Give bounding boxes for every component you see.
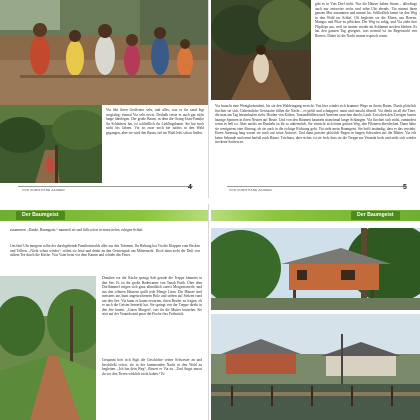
text-paragraph: Gespannt hört sich Sigit die Geschichte seiner Schwester an und beschließt sofort, sie in der kommenden Nacht in den Wald zu begleiten. „Ich bin dein Weg“, flüstert er Via zu. „Und Angst musst du vor den Tieren wirklich nicht haben.“ Er bbox=[102, 358, 202, 376]
section-title: Der Baumgeist bbox=[16, 211, 65, 220]
spread-page-7 bbox=[211, 204, 420, 420]
spread-page-6 bbox=[0, 204, 209, 420]
text-paragraph: Via braucht eine Wenigkeitsinheit, bis sie den Waldeingang erreicht. Von hier windet sich krumme Wege zu ihrem Baum. Durch plötzlich fürchtet sie sich. Unheimliche Geräusche füllen die Nacht – es pfeift und schnippert, raunt und rauscht überall. Via denkt an all die Tiere, die man am Tag herumlaufen sieht. Horden von Käfern, Tausendfüßlern und Ameisen rauschen durchs Laub. Zwischen den Zweigen lauern haarige Spinnen in ihren Netzen auf Beute. Und von den Bäumen baumeln manchmal lange Schlangen. Via fürchtet sich nicht, zumindest wenn es hell ist. Aber nachts im Dunkeln ist ihr so unheimlich. Sie wünscht sich einen grünen Weg, den Pflanzen überdecken. Dann hätte sie wenigstens eine Ahnung, ob sie auch in die richtige Richtung geht. Via sieht mein Baumgeist. Sie hofft inständig, dass er das versteht. Einen Atemzug lang wartet sie noch auf seine Antwort. Und dann passiert plötzlich Regen in langen Schwaden auf die Blätter. Via eilt keine Sekunde und rennt barfuß nach Hause. Triefnass, aber sicher, ist sie froh, dass sie die Treppe zur Veranda hoch und zieht sich wieder trockene Sachen an. bbox=[215, 104, 416, 144]
footer-rule bbox=[18, 186, 193, 187]
spread-page-4 bbox=[0, 0, 209, 198]
photo-dirt-road bbox=[0, 276, 96, 420]
intro-text bbox=[10, 228, 200, 240]
text-paragraph: gibt es in Vias Dorf nicht. Nur die Häuser haben Strom – allerdings auch nur zeitweise sechs und zehn Uhr abends. Via nimmt ihren ganzen Mut zusammen und nimmt los. Schließlich kennt sie den Weg in den Wald im Schlaf. Oft begleitet sie die Eltern, um Beeren, Mangos und Pilze zu pflücken. Der Weg ist ruhig, und Via zieht ihre Flipflops aus, weil sie immer wieder im Schlamm stecken bleiben. Es hat den ganzen Tag geregnet, was normal ist im Regenwald von Borneo. Daher ist die Nacht immer tropisch warm. bbox=[315, 2, 417, 38]
section-title: Der Baumgeist bbox=[351, 211, 400, 220]
caption-paragraph: Via lebt ihren Großvater sehr, und alles, was er ihr sand legt sorgfaltig, einmal Via sehr erwst. Deshalb reiste es auch gar nicht lange überlegen. Der große Baum, in dem die Orang-Utan-Familie ihr Schlafnest hat, ist schließlich ihr Lieblingsbaum. Sie hat noch nicht bis Jahren. Via ist zwar noch nie nachts in den Wald gegangen, aber sie wird den Baum, tief im Wald lebt, schon finden. bbox=[106, 108, 204, 135]
text-paragraph: Um fünf Uhr morgens rollte der durchgehende Familienstrahls aller aus den Träumen. Ihr Haltung hat Via die Klappen vom Becken und Tellern. „Nicht schon wieder“, stöhnt sie leise und denkt an den Geisterspuk um Mitternacht. Doch dann zieht der Duft von süßem Tee durch die Küche. Vias Vater heizt vor dem Kamin und schiebt das Feuer. bbox=[10, 244, 200, 257]
page-number: 4 bbox=[188, 184, 192, 191]
photo-girl-forest bbox=[211, 0, 311, 100]
photo-forest-path bbox=[0, 105, 102, 183]
photo-village-children bbox=[0, 0, 209, 105]
paragraph-text-1 bbox=[10, 244, 200, 270]
page-number: 5 bbox=[403, 184, 407, 191]
text-paragraph: zusammen. „Danke, Baumgeist,“ murmelt sie und fällt sofort in einen tiefen, ruhigen Schlaf. bbox=[10, 228, 144, 232]
column-text-1 bbox=[315, 2, 417, 100]
footer-rule bbox=[227, 186, 405, 187]
author-footer: VON CHRISTIANE ZANDER bbox=[229, 188, 272, 192]
caption-text bbox=[106, 108, 204, 180]
spread-page-5 bbox=[211, 0, 420, 198]
body-text bbox=[215, 104, 416, 182]
photo-lakeside-village bbox=[211, 314, 420, 420]
paragraph-text-2 bbox=[102, 276, 202, 354]
paragraph-text-3 bbox=[102, 358, 202, 418]
photo-stilt-house bbox=[211, 228, 420, 310]
text-paragraph: Draußen vor der Küche springt Saft gerade die Treppe hinunter in den See. Er ist die große Badewanne von Tanah Putih. Über dem Dorfhimmel zeigen sich ganz allmählich zuerst Morgenrotteile, und aus den offenen Häusern quillt jede Menge Lärm. Die Häuser sind meistens aus bunt angestrichenem Holz und stehen auf Stelzen rund um den See. Via kann es kaum erwarten, ihren Bruder zu fragen, ob er auch die Geister bemerkt hat. Sie springt von der Treppe direkt in den See hinein. „Guten Morgen“, ruft ihr die Mutter hinterher. Sie sitzt auf der Veranda und putzt die Fische fürs Frühstück. bbox=[102, 276, 202, 316]
author-footer: VON CHRISTIANE ZANDER bbox=[22, 188, 65, 192]
